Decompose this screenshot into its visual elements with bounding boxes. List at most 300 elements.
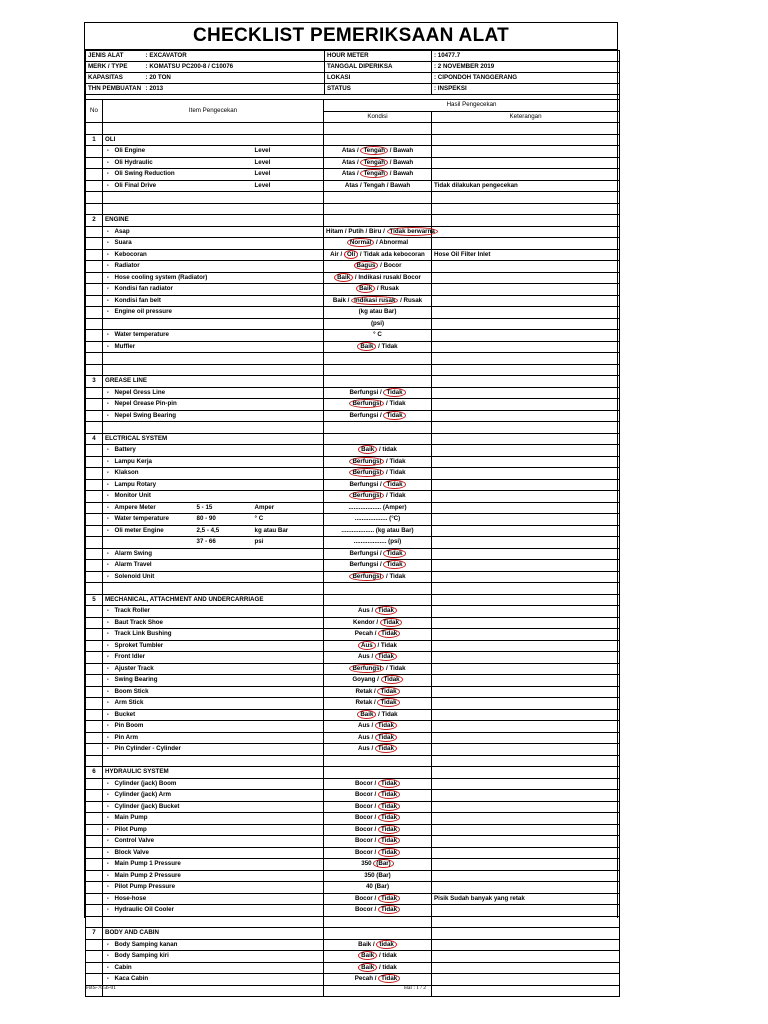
item-name: Ampere Meter	[113, 502, 253, 514]
item-name: Hose-hose	[113, 893, 253, 905]
keterangan-cell	[432, 663, 620, 675]
item-name: Arm Stick	[113, 698, 253, 710]
item-spec	[253, 479, 324, 491]
bullet-dash: -	[103, 640, 113, 652]
info-value	[144, 73, 325, 84]
circled-choice: Tidak	[375, 733, 397, 742]
item-unit: Level	[254, 181, 271, 189]
bullet-dash: -	[103, 859, 113, 871]
choice-text: Kendor /	[353, 618, 380, 626]
item-name: Kondisi fan belt	[113, 295, 253, 307]
item-spec	[253, 261, 324, 273]
kondisi-cell	[324, 893, 432, 905]
keterangan-cell	[432, 951, 620, 963]
section-number: 1	[86, 134, 103, 146]
table-row	[86, 732, 620, 744]
blank-row	[86, 583, 620, 595]
bullet-dash: -	[103, 686, 113, 698]
choice-text: / Bawah	[388, 170, 414, 178]
table-row	[86, 778, 620, 790]
keterangan-cell	[432, 525, 620, 537]
bullet-dash: -	[103, 617, 113, 629]
choice-text: Atas /	[341, 170, 361, 178]
keterangan-cell	[432, 778, 620, 790]
kondisi-cell	[324, 157, 432, 169]
section-title: HYDRAULIC SYSTEM	[103, 767, 324, 779]
keterangan-cell	[432, 261, 620, 273]
item-name: Ajuster Track	[113, 663, 253, 675]
table-row	[86, 157, 620, 169]
info-row	[86, 73, 620, 84]
choice-text: 350	[361, 860, 374, 868]
item-name: Baut Track Shoe	[113, 617, 253, 629]
kondisi-cell	[324, 479, 432, 491]
circled-choice: tidak	[376, 940, 396, 949]
choice-text: Air /	[330, 250, 344, 258]
item-spec	[253, 157, 324, 169]
item-spec	[253, 295, 324, 307]
section-number: 5	[86, 594, 103, 606]
choice-text: Aus /	[358, 653, 375, 661]
choice-text: / tidak	[377, 952, 397, 960]
keterangan-cell	[432, 318, 620, 330]
section-row	[86, 134, 620, 146]
header-item: Item Pengecekan	[103, 100, 324, 123]
item-spec	[253, 445, 324, 457]
table-row	[86, 663, 620, 675]
item-spec	[196, 502, 324, 514]
info-label-2: HOUR METER	[325, 51, 432, 62]
circled-choice: Aus	[358, 641, 376, 650]
circled-choice: Tidak	[378, 836, 400, 845]
keterangan-cell	[432, 468, 620, 480]
item-spec	[253, 307, 324, 319]
choice-text: / Abnormal	[374, 239, 409, 247]
table-row	[86, 801, 620, 813]
item-range: 80 - 90	[196, 515, 216, 523]
circled-choice: Tidak berwarna	[387, 227, 438, 236]
keterangan-cell	[432, 813, 620, 825]
table-row	[86, 261, 620, 273]
kondisi-cell	[324, 284, 432, 296]
table-row	[86, 721, 620, 733]
kondisi-cell	[324, 307, 432, 319]
item-spec	[253, 974, 324, 986]
bullet-dash: -	[103, 456, 113, 468]
circled-choice: Baik	[358, 963, 377, 972]
choice-text: Berfungsi /	[349, 561, 384, 569]
item-name: Boom Stick	[113, 686, 253, 698]
item-spec	[253, 893, 324, 905]
section-title: BODY AND CABIN	[103, 928, 324, 940]
keterangan-cell	[432, 157, 620, 169]
circled-choice: Tidak	[381, 675, 403, 684]
kondisi-cell	[324, 801, 432, 813]
item-name: Oli Hydraulic	[113, 157, 253, 169]
table-row	[86, 617, 620, 629]
table-row	[86, 318, 620, 330]
item-name: Oli meter Engine	[113, 525, 253, 537]
choice-text: ................... (kg atau Bar)	[341, 526, 414, 534]
table-row	[86, 686, 620, 698]
info-sep: :	[145, 52, 148, 59]
bullet-dash: -	[103, 939, 113, 951]
keterangan-cell	[432, 939, 620, 951]
choice-text: / Tidak	[376, 342, 398, 350]
bullet-dash: -	[103, 882, 113, 894]
kondisi-cell	[324, 330, 432, 342]
info-row	[86, 84, 620, 95]
info-value	[144, 62, 325, 73]
keterangan-cell	[432, 744, 620, 756]
table-row	[86, 399, 620, 411]
info-label: KAPASITAS	[86, 73, 144, 84]
keterangan-cell	[432, 675, 620, 687]
kondisi-cell	[324, 249, 432, 261]
blank-row	[86, 755, 620, 767]
kondisi-cell	[324, 571, 432, 583]
bullet-dash: -	[103, 468, 113, 480]
choice-text: / Indikasi rusak/ Bocor	[353, 273, 421, 281]
choice-text: Aus /	[358, 733, 375, 741]
choice-text: / Tidak	[384, 492, 406, 500]
circled-choice: Indikasi rusak	[351, 296, 398, 305]
table-row	[86, 180, 620, 192]
bullet-dash: -	[103, 951, 113, 963]
info-label: JENIS ALAT	[86, 51, 144, 62]
item-name: Kebocoran	[113, 249, 253, 261]
table-row	[86, 824, 620, 836]
circled-choice: Tidak	[378, 825, 400, 834]
item-name: Nepel Grease Pin-pin	[113, 399, 253, 411]
section-number: 7	[86, 928, 103, 940]
keterangan-cell	[432, 629, 620, 641]
keterangan-cell	[432, 905, 620, 917]
table-row	[86, 629, 620, 641]
circled-choice: Berfungsi	[349, 468, 384, 477]
kondisi-cell	[324, 169, 432, 181]
item-spec	[253, 652, 324, 664]
kondisi-cell	[324, 813, 432, 825]
item-name: Cylinder (jack) Boom	[113, 778, 253, 790]
kondisi-cell	[324, 870, 432, 882]
header-kondisi: Kondisi	[324, 111, 432, 123]
table-row	[86, 951, 620, 963]
info-value-2: : 10477.7	[432, 51, 620, 62]
bullet-dash: -	[103, 410, 113, 422]
item-spec	[253, 801, 324, 813]
table-row	[86, 468, 620, 480]
item-spec	[253, 709, 324, 721]
choice-text: Berfungsi /	[349, 411, 384, 419]
keterangan-cell	[432, 709, 620, 721]
item-spec	[253, 686, 324, 698]
table-row	[86, 571, 620, 583]
table-row	[86, 307, 620, 319]
info-table	[85, 50, 620, 95]
choice-text: / Tidak	[384, 469, 406, 477]
info-label-2: TANGGAL DIPERIKSA	[325, 62, 432, 73]
item-range: 2,5 - 4,5	[196, 526, 220, 534]
bullet-dash: -	[103, 226, 113, 238]
keterangan-cell	[432, 790, 620, 802]
choice-text: / Bawah	[388, 147, 414, 155]
item-unit: Level	[254, 158, 271, 166]
section-row	[86, 433, 620, 445]
kondisi-cell	[324, 778, 432, 790]
choice-text: (kg atau Bar)	[358, 308, 397, 316]
choice-text: Berfungsi /	[349, 549, 384, 557]
item-spec	[253, 640, 324, 652]
table-row	[86, 387, 620, 399]
choice-text: (psi)	[370, 319, 385, 327]
item-name: Body Samping kanan	[113, 939, 253, 951]
table-row	[86, 698, 620, 710]
bullet-dash: -	[103, 479, 113, 491]
info-value-text: 2013	[149, 85, 164, 92]
item-name: Body Samping kiri	[113, 951, 253, 963]
info-sep: :	[145, 74, 148, 81]
keterangan-cell	[432, 571, 620, 583]
info-row	[86, 62, 620, 73]
table-row	[86, 445, 620, 457]
choice-text: / Tidak	[384, 572, 406, 580]
bullet-dash: -	[103, 836, 113, 848]
choice-text: Bocor /	[354, 779, 378, 787]
circled-choice: Tidak	[383, 411, 405, 420]
kondisi-cell	[324, 468, 432, 480]
item-name: Pilot Pump	[113, 824, 253, 836]
bullet-dash: -	[103, 652, 113, 664]
choice-text: Aus /	[358, 745, 375, 753]
choice-text: Bocor /	[354, 906, 378, 914]
section-number: 6	[86, 767, 103, 779]
keterangan-cell	[432, 479, 620, 491]
item-name: Alarm Travel	[113, 560, 253, 572]
item-spec	[253, 951, 324, 963]
item-spec	[253, 698, 324, 710]
circled-choice: Baik	[356, 284, 375, 293]
table-row	[86, 870, 620, 882]
choice-text: / Tidak	[384, 664, 406, 672]
item-name: Front Idler	[113, 652, 253, 664]
bullet-dash	[103, 318, 113, 330]
item-name: Main Pump	[113, 813, 253, 825]
item-spec	[253, 468, 324, 480]
header-hasil: Hasil Pengecekan	[324, 100, 620, 112]
kondisi-cell	[324, 399, 432, 411]
keterangan-cell	[432, 801, 620, 813]
choice-text: Atas /	[341, 147, 361, 155]
item-unit: psi	[254, 538, 264, 546]
checklist-table	[85, 95, 620, 997]
bullet-dash: -	[103, 778, 113, 790]
item-spec	[253, 560, 324, 572]
keterangan-cell	[432, 686, 620, 698]
bullet-dash: -	[103, 272, 113, 284]
item-spec	[253, 939, 324, 951]
kondisi-cell	[324, 456, 432, 468]
circled-choice: Tidak	[383, 388, 405, 397]
item-name: Pin Cylinder - Cylinder	[113, 744, 253, 756]
circled-choice: Tidak	[375, 606, 397, 615]
bullet-dash: -	[103, 744, 113, 756]
choice-text: ° C	[373, 331, 382, 339]
bullet-dash: -	[103, 962, 113, 974]
circled-choice: Tidak	[377, 687, 399, 696]
blank-row	[86, 422, 620, 434]
kondisi-cell	[324, 905, 432, 917]
keterangan-cell	[432, 445, 620, 457]
kondisi-cell	[324, 652, 432, 664]
kondisi-cell	[324, 962, 432, 974]
item-name: Lampu Kerja	[113, 456, 253, 468]
table-row	[86, 548, 620, 560]
item-spec	[253, 847, 324, 859]
choice-text: ................... (°C)	[354, 515, 401, 523]
keterangan-cell	[432, 548, 620, 560]
kondisi-cell	[324, 629, 432, 641]
kondisi-cell	[324, 146, 432, 158]
choice-text: / Tidak	[376, 710, 398, 718]
bullet-dash: -	[103, 905, 113, 917]
keterangan-cell	[432, 836, 620, 848]
kondisi-cell	[324, 560, 432, 572]
bullet-dash: -	[103, 974, 113, 986]
item-name: Pilot Pump Pressure	[113, 882, 253, 894]
item-name: Track Link Bushing	[113, 629, 253, 641]
table-row	[86, 847, 620, 859]
keterangan-cell	[432, 169, 620, 181]
choice-text: 350 (Bar)	[364, 871, 391, 879]
table-row	[86, 169, 620, 181]
choice-text: / Rusak	[398, 296, 423, 304]
bullet-dash: -	[103, 629, 113, 641]
blank-row	[86, 364, 620, 376]
circled-choice: Tidak	[378, 894, 400, 903]
item-spec	[253, 675, 324, 687]
item-spec	[253, 456, 324, 468]
item-spec	[253, 387, 324, 399]
choice-text: / Tidak	[375, 641, 397, 649]
bullet-dash: -	[103, 709, 113, 721]
item-unit: Level	[254, 170, 271, 178]
item-name: Muffler	[113, 341, 253, 353]
choice-text: / tidak	[377, 446, 397, 454]
choice-text: Bocor /	[354, 802, 378, 810]
choice-text: Aus /	[358, 722, 375, 730]
choice-text: Bocor /	[354, 791, 378, 799]
keterangan-cell	[432, 387, 620, 399]
item-spec	[253, 905, 324, 917]
choice-text: Pecah /	[354, 630, 379, 638]
keterangan-cell	[432, 341, 620, 353]
table-row	[86, 295, 620, 307]
bullet-dash: -	[103, 606, 113, 618]
item-spec	[253, 226, 324, 238]
item-name: Oli Swing Reduction	[113, 169, 253, 181]
keterangan-cell	[432, 606, 620, 618]
item-name: Cylinder (jack) Arm	[113, 790, 253, 802]
kondisi-cell	[324, 790, 432, 802]
keterangan-cell	[432, 962, 620, 974]
kondisi-cell	[324, 537, 432, 549]
item-spec	[253, 548, 324, 560]
item-unit: Amper	[254, 503, 275, 511]
table-row	[86, 640, 620, 652]
section-number: 2	[86, 215, 103, 227]
section-row	[86, 594, 620, 606]
item-spec	[253, 318, 324, 330]
item-name: Nepel Swing Bearing	[113, 410, 253, 422]
item-spec	[196, 537, 324, 549]
bullet-dash: -	[103, 491, 113, 503]
bullet-dash: -	[103, 721, 113, 733]
item-spec	[253, 571, 324, 583]
item-range: 5 - 15	[196, 503, 213, 511]
bullet-dash: -	[103, 330, 113, 342]
item-spec	[253, 491, 324, 503]
item-name: Suara	[113, 238, 253, 250]
table-row	[86, 537, 620, 549]
item-name: Pin Arm	[113, 732, 253, 744]
item-name: Monitor Unit	[113, 491, 253, 503]
keterangan-cell	[432, 284, 620, 296]
circled-choice: Tengah	[360, 169, 388, 178]
choice-text: Bocor /	[354, 825, 378, 833]
keterangan-cell	[432, 399, 620, 411]
choice-text: Atas / Tengah / Bawah	[344, 181, 411, 189]
table-row	[86, 560, 620, 572]
choice-text: / Bawah	[388, 158, 414, 166]
bullet-dash	[103, 537, 113, 549]
item-name: Engine oil pressure	[113, 307, 253, 319]
page-number: Hal : 1 / 2	[404, 985, 426, 991]
circled-choice: Tidak	[377, 698, 399, 707]
bullet-dash: -	[103, 801, 113, 813]
choice-text: / Rusak	[375, 285, 399, 293]
circled-choice: Tengah	[360, 158, 388, 167]
kondisi-cell	[324, 445, 432, 457]
item-name: Battery	[113, 445, 253, 457]
table-row	[86, 606, 620, 618]
kondisi-cell	[324, 525, 432, 537]
item-name	[113, 318, 253, 330]
bullet-dash: -	[103, 675, 113, 687]
kondisi-cell	[324, 951, 432, 963]
section-row	[86, 928, 620, 940]
blank-row	[86, 123, 620, 135]
table-row	[86, 836, 620, 848]
item-spec	[253, 146, 324, 158]
choice-text: Bocor /	[354, 837, 378, 845]
circled-choice: Tidak	[375, 721, 397, 730]
section-row	[86, 376, 620, 388]
item-name: Radiator	[113, 261, 253, 273]
keterangan-cell	[432, 295, 620, 307]
section-title: GREASE LINE	[103, 376, 324, 388]
item-spec	[253, 744, 324, 756]
circled-choice: Tidak	[375, 744, 397, 753]
kondisi-cell	[324, 617, 432, 629]
circled-choice: (Bar)	[373, 859, 393, 868]
choice-text: Atas /	[341, 158, 361, 166]
item-unit: ° C	[254, 515, 264, 523]
bullet-dash: -	[103, 157, 113, 169]
keterangan-cell	[432, 859, 620, 871]
bullet-dash: -	[103, 502, 113, 514]
bullet-dash: -	[103, 180, 113, 192]
